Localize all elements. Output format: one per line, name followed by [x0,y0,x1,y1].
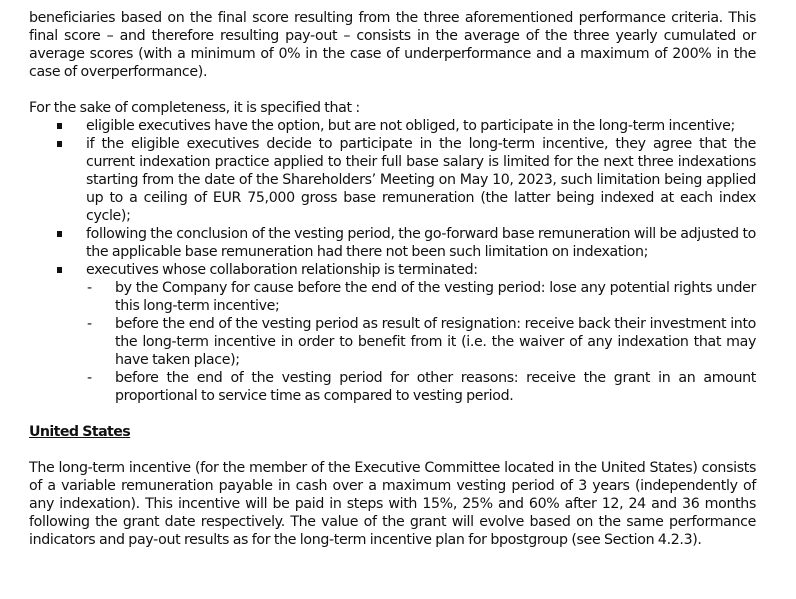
termination-sublist [86,279,756,405]
condition-item-opt-in [29,117,756,135]
termination-item-for-cause [86,279,756,315]
termination-item-other-reasons [86,369,756,405]
termination-item-resignation [86,315,756,369]
paragraph-spacer [29,81,756,99]
condition-text: following the conclusion of the vesting period, the go-forward base remuneration will be adjusted to the applicable base remuneration had there not been such limitation on indexation; [86,226,756,260]
dash-bullet-icon: - [87,280,92,296]
square-bullet-icon [57,123,62,129]
condition-item-indexation-limit [29,135,756,225]
square-bullet-icon [57,141,62,147]
termination-text: before the end of the vesting period as result of resignation: receive back their investment into the long-term incentive in order to benefit from it (i.e. the waiver of any indexation that may have taken place); [115,316,756,368]
dash-bullet-icon: - [87,370,92,386]
condition-text: executives whose collaboration relationship is terminated: [86,262,478,278]
dash-bullet-icon: - [87,316,92,332]
completeness-lead: For the sake of completeness, it is specified that : [29,100,360,116]
document-page [29,9,756,549]
section-spacer [29,405,756,423]
condition-item-termination [29,261,756,405]
intro-paragraph: beneficiaries based on the final score resulting from the three aforementioned performance criteria. This final score – and therefore resulting pay-out – consists in the average of the three yearly cumulated or average scores (with a minimum of 0% in the case of underperformance and a maximum of 200% in the case of overperformance). [29,10,756,80]
condition-item-post-vesting [29,225,756,261]
condition-text: eligible executives have the option, but are not obliged, to participate in the long-term incentive; [86,118,735,134]
termination-text: before the end of the vesting period for other reasons: receive the grant in an amount proportional to service time as compared to vesting period. [115,370,756,404]
square-bullet-icon [57,267,62,273]
condition-text: if the eligible executives decide to participate in the long-term incentive, they agree that the current indexation practice applied to their full base salary is limited for the next three indexations starting from the date of the Shareholders’ Meeting on May 10, 2023, such limitation being applied up to a ceiling of EUR 75,000 gross base remuneration (the latter being indexed at each index cycle); [86,136,756,224]
united-states-paragraph: The long-term incentive (for the member of the Executive Committee located in the United States) consists of a variable remuneration payable in cash over a maximum vesting period of 3 years (independently of any indexation). This incentive will be paid in steps with 15%, 25% and 60% after 12, 24 and 36 months following the grant date respectively. The value of the grant will evolve based on the same performance indicators and pay-out results as for the long-term incentive plan for bpostgroup (see Section 4.2.3). [29,460,756,548]
section-heading-row [29,423,756,441]
section-heading-united-states: United States [29,424,131,440]
termination-text: by the Company for cause before the end of the vesting period: lose any potential rights under this long-term incentive; [115,280,756,314]
paragraph-spacer [29,441,756,459]
conditions-list [29,117,756,405]
square-bullet-icon [57,231,62,237]
